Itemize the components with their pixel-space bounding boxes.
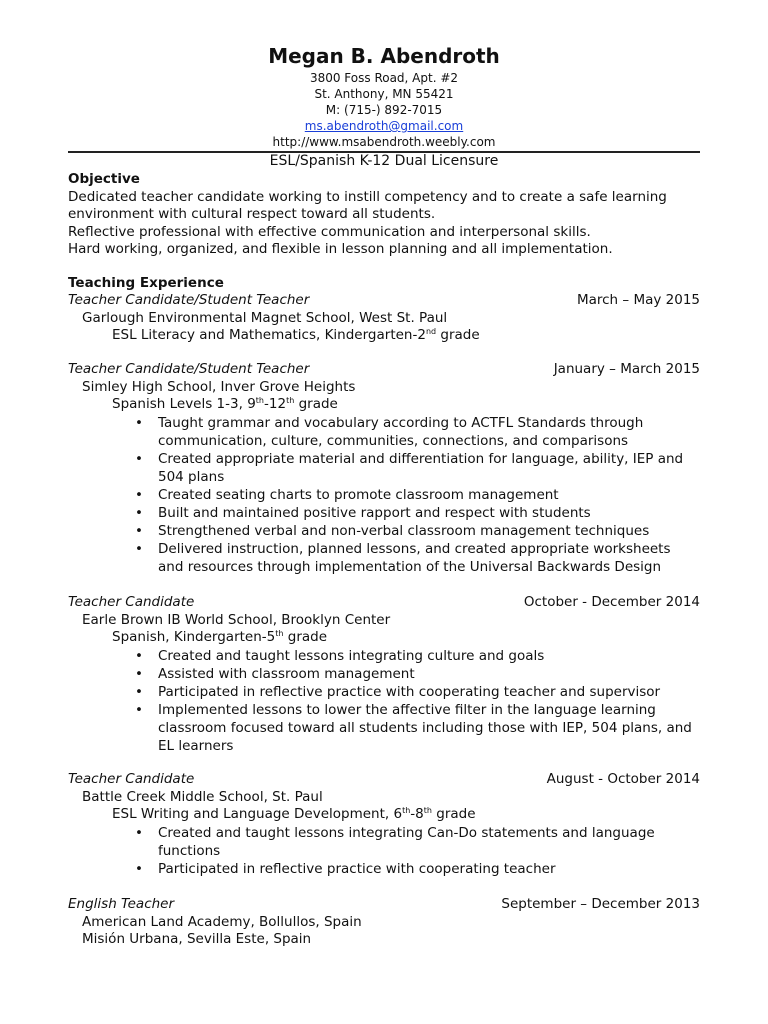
objective-line: environment with cultural respect toward all students. xyxy=(68,206,436,222)
job-role: Teacher Candidate/Student Teacher xyxy=(68,292,310,308)
duty-list xyxy=(68,647,700,755)
candidate-name: Megan B. Abendroth xyxy=(268,44,500,68)
list-item: • Taught grammar and vocabulary according to ACTFL Standards through communication, culture, communities, connections, and comparisons xyxy=(135,414,644,449)
subject-line: Spanish, Kindergarten-5th grade xyxy=(112,629,328,645)
job-date: October - December 2014 xyxy=(523,594,700,610)
school-name: Garlough Environmental Magnet School, West St. Paul xyxy=(82,309,448,326)
experience-entry xyxy=(68,594,700,755)
list-item: • Created seating charts to promote classroom management xyxy=(135,486,559,503)
job-date: January – March 2015 xyxy=(553,361,700,377)
website-url: http://www.msabendroth.weebly.com xyxy=(272,135,496,149)
address-line-2: St. Anthony, MN 55421 xyxy=(314,87,454,101)
list-item: • Implemented lessons to lower the affective filter in the language learning classroom focused toward all students including those with IEP, 504 plans, and EL learners xyxy=(135,701,692,754)
licensure-title: ESL/Spanish K-12 Dual Licensure xyxy=(269,153,499,169)
job-role: English Teacher xyxy=(68,896,175,912)
email-link[interactable]: ms.abendroth@gmail.com xyxy=(304,119,464,133)
phone-number: M: (715-) 892-7015 xyxy=(325,103,443,117)
list-item: • Delivered instruction, planned lessons, and created appropriate worksheets and resources through implementation of the Universal Backwards Design xyxy=(135,540,671,575)
list-item: • Strengthened verbal and non-verbal classroom management techniques xyxy=(135,522,650,539)
list-item: • Assisted with classroom management xyxy=(135,665,415,682)
school-name: American Land Academy, Bollullos, Spain xyxy=(82,913,362,930)
subject-line: ESL Literacy and Mathematics, Kindergarten-2nd grade xyxy=(112,327,480,343)
job-date: September – December 2013 xyxy=(501,896,700,912)
job-date: August - October 2014 xyxy=(546,771,700,787)
list-item: • Created appropriate material and differentiation for language, ability, IEP and 504 plans xyxy=(135,450,684,485)
email-row xyxy=(0,118,768,134)
subject-line: ESL Writing and Language Development, 6th-8th grade xyxy=(112,806,476,822)
duty-list xyxy=(68,824,700,878)
experience-entry xyxy=(68,292,700,345)
address-line-1: 3800 Foss Road, Apt. #2 xyxy=(309,71,459,85)
list-item: • Created and taught lessons integrating culture and goals xyxy=(135,647,545,664)
objective-line: Reflective professional with effective communication and interpersonal skills. xyxy=(68,223,591,240)
objective-line: Dedicated teacher candidate working to instill competency and to create a safe learning xyxy=(68,188,667,205)
duty-list xyxy=(68,414,700,576)
experience-entry xyxy=(68,896,700,949)
objective-heading: Objective xyxy=(68,171,140,187)
job-role: Teacher Candidate xyxy=(68,594,195,610)
school-name: Simley High School, Inver Grove Heights xyxy=(82,378,356,395)
list-item: • Participated in reflective practice with cooperating teacher and supervisor xyxy=(135,683,661,700)
list-item: • Built and maintained positive rapport and respect with students xyxy=(135,504,591,521)
experience-heading xyxy=(68,275,700,293)
subject-line: Spanish Levels 1-3, 9th-12th grade xyxy=(112,396,338,412)
experience-heading-text: Teaching Experience xyxy=(68,275,224,291)
job-role: Teacher Candidate/Student Teacher xyxy=(68,361,310,377)
experience-entry xyxy=(68,361,700,576)
objective-line: Hard working, organized, and flexible in lesson planning and all implementation. xyxy=(68,241,613,257)
list-item: • Participated in reflective practice with cooperating teacher xyxy=(135,860,556,877)
school-name: Earle Brown IB World School, Brooklyn Center xyxy=(82,611,391,628)
job-date: March – May 2015 xyxy=(576,292,700,308)
list-item: • Created and taught lessons integrating Can-Do statements and language functions xyxy=(135,824,655,859)
school-name: Battle Creek Middle School, St. Paul xyxy=(82,788,323,805)
experience-entry xyxy=(68,771,700,878)
job-role: Teacher Candidate xyxy=(68,771,195,787)
objective-section xyxy=(68,171,700,259)
school-name: Misión Urbana, Sevilla Este, Spain xyxy=(82,931,312,947)
